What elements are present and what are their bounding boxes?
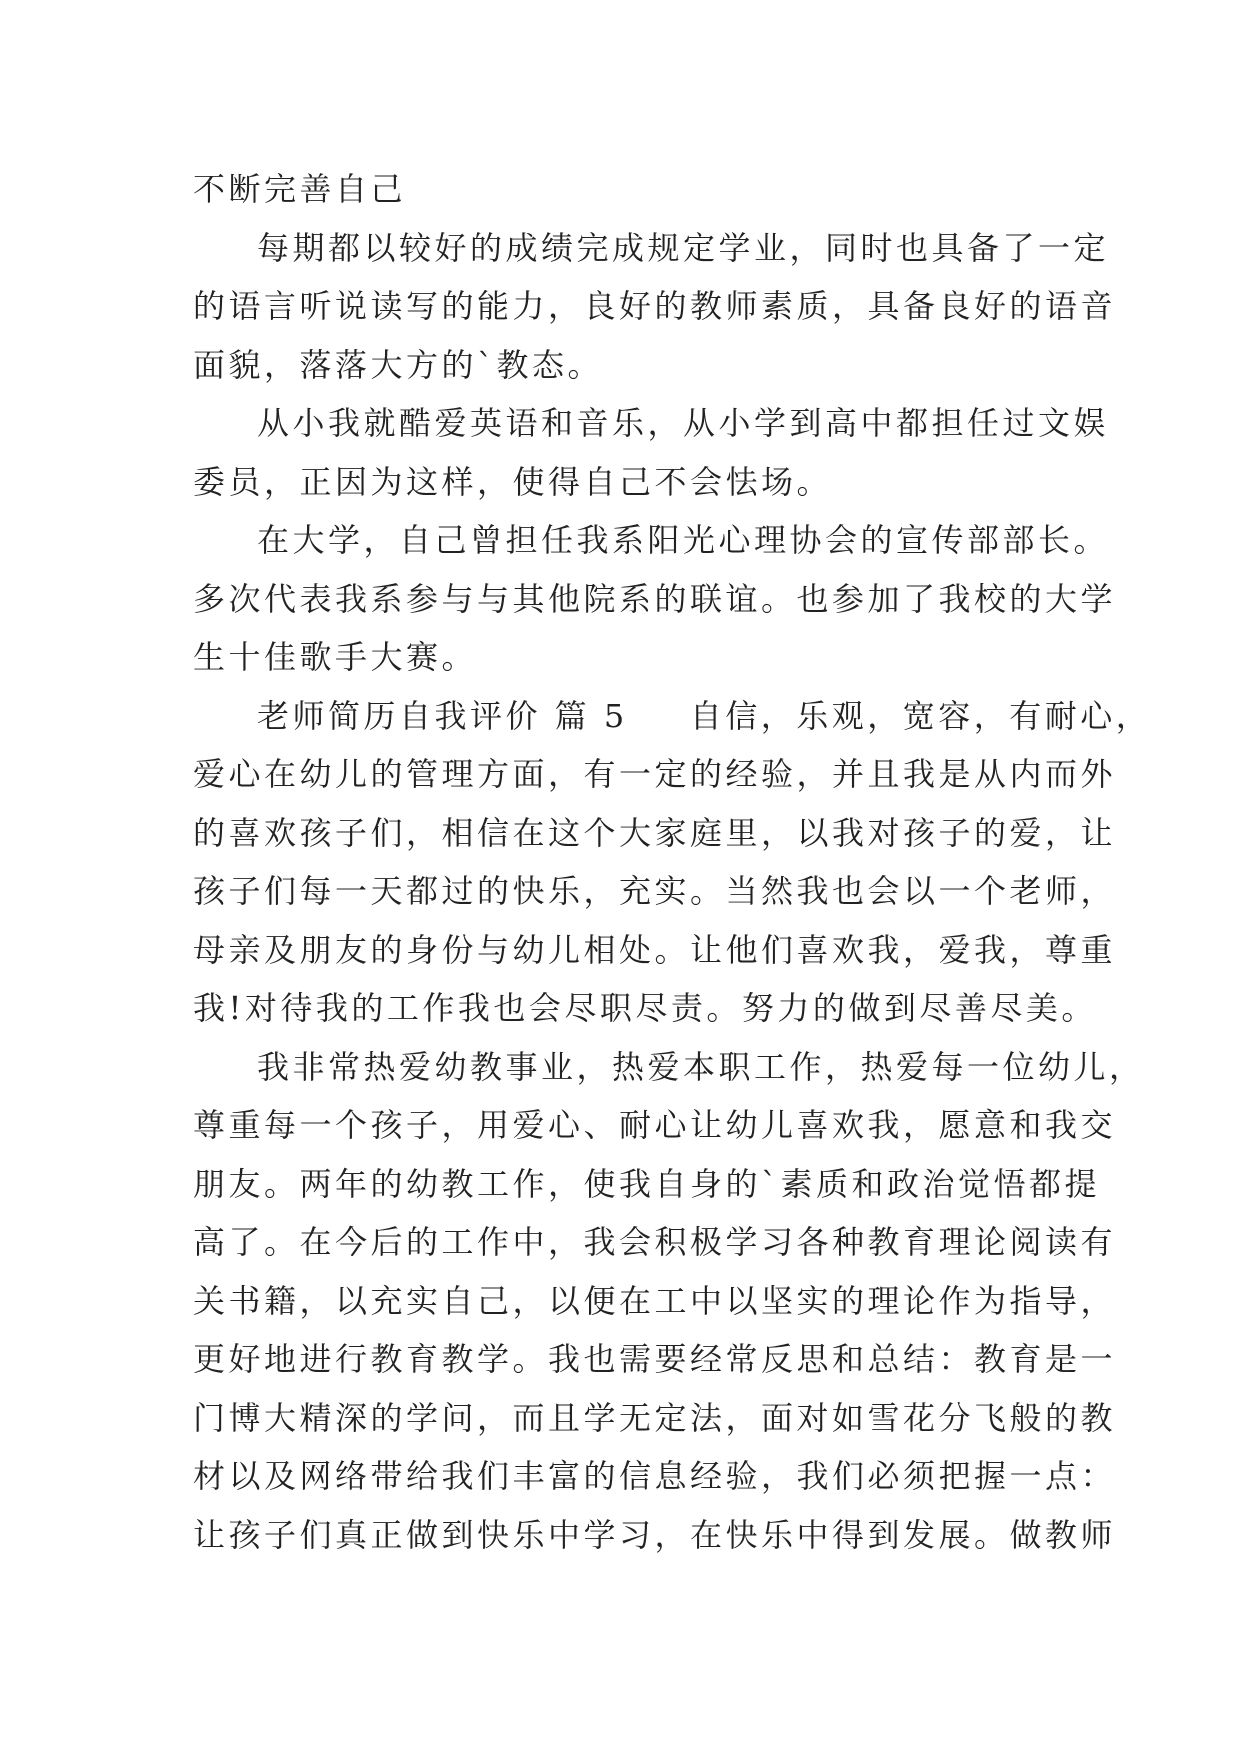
section-heading: 老师简历自我评价 篇 5 bbox=[257, 696, 628, 735]
text-line: 从小我就酷爱英语和音乐，从小学到高中都担任过文娱 bbox=[257, 404, 1110, 442]
text-line: 不断完善自己 bbox=[193, 170, 407, 208]
text-line: 我非常热爱幼教事业，热爱本职工作，热爱每一位幼儿， bbox=[257, 1047, 1145, 1086]
text-line: 的语言听说读写的能力，良好的教师素质，具备良好的语音 bbox=[193, 287, 1117, 325]
text-line: 委员，正因为这样，使得自己不会怯场。 bbox=[193, 462, 833, 501]
text-line: 母亲及朋友的身份与幼儿相处。让他们喜欢我，爱我，尊重 bbox=[193, 930, 1117, 969]
text-line: 我!对待我的工作我也会尽职尽责。努力的做到尽善尽美。 bbox=[193, 989, 1097, 1027]
text-line: 孩子们每一天都过的快乐，充实。当然我也会以一个老师， bbox=[193, 872, 1117, 910]
document-body bbox=[193, 160, 1152, 1564]
text-line: 门博大精深的学问，而且学无定法，面对如雪花分飞般的教 bbox=[193, 1398, 1117, 1437]
text-line: 多次代表我系参与与其他院系的联谊。也参加了我校的大学 bbox=[193, 579, 1117, 618]
section-heading-line bbox=[193, 687, 1152, 746]
text-line: 尊重每一个孩子，用爱心、耐心让幼儿喜欢我，愿意和我交 bbox=[193, 1106, 1117, 1144]
text-line: 让孩子们真正做到快乐中学习，在快乐中得到发展。做教师 bbox=[193, 1515, 1117, 1554]
text-line: 更好地进行教育教学。我也需要经常反思和总结：教育是一 bbox=[193, 1340, 1117, 1378]
text-line: 的喜欢孩子们，相信在这个大家庭里，以我对孩子的爱，让 bbox=[193, 813, 1117, 852]
text-line: 材以及网络带给我们丰富的信息经验，我们必须把握一点： bbox=[193, 1457, 1117, 1495]
text-line: 生十佳歌手大赛。 bbox=[193, 638, 478, 676]
text-line: 朋友。两年的幼教工作，使我自身的`素质和政治觉悟都提 bbox=[193, 1164, 1101, 1203]
text-line: 关书籍，以充实自己，以便在工中以坚实的理论作为指导， bbox=[193, 1281, 1117, 1320]
text-line: 每期都以较好的成绩完成规定学业，同时也具备了一定 bbox=[257, 228, 1110, 267]
text-line: 面貌，落落大方的`教态。 bbox=[193, 345, 604, 384]
text-line: 在大学，自己曾担任我系阳光心理协会的宣传部部长。 bbox=[257, 521, 1110, 559]
text-line: 自信，乐观，宽容，有耐心， bbox=[689, 696, 1152, 735]
text-line: 爱心在幼儿的管理方面，有一定的经验，并且我是从内而外 bbox=[193, 755, 1117, 793]
text-line: 高了。在今后的工作中，我会积极学习各种教育理论阅读有 bbox=[193, 1223, 1117, 1261]
